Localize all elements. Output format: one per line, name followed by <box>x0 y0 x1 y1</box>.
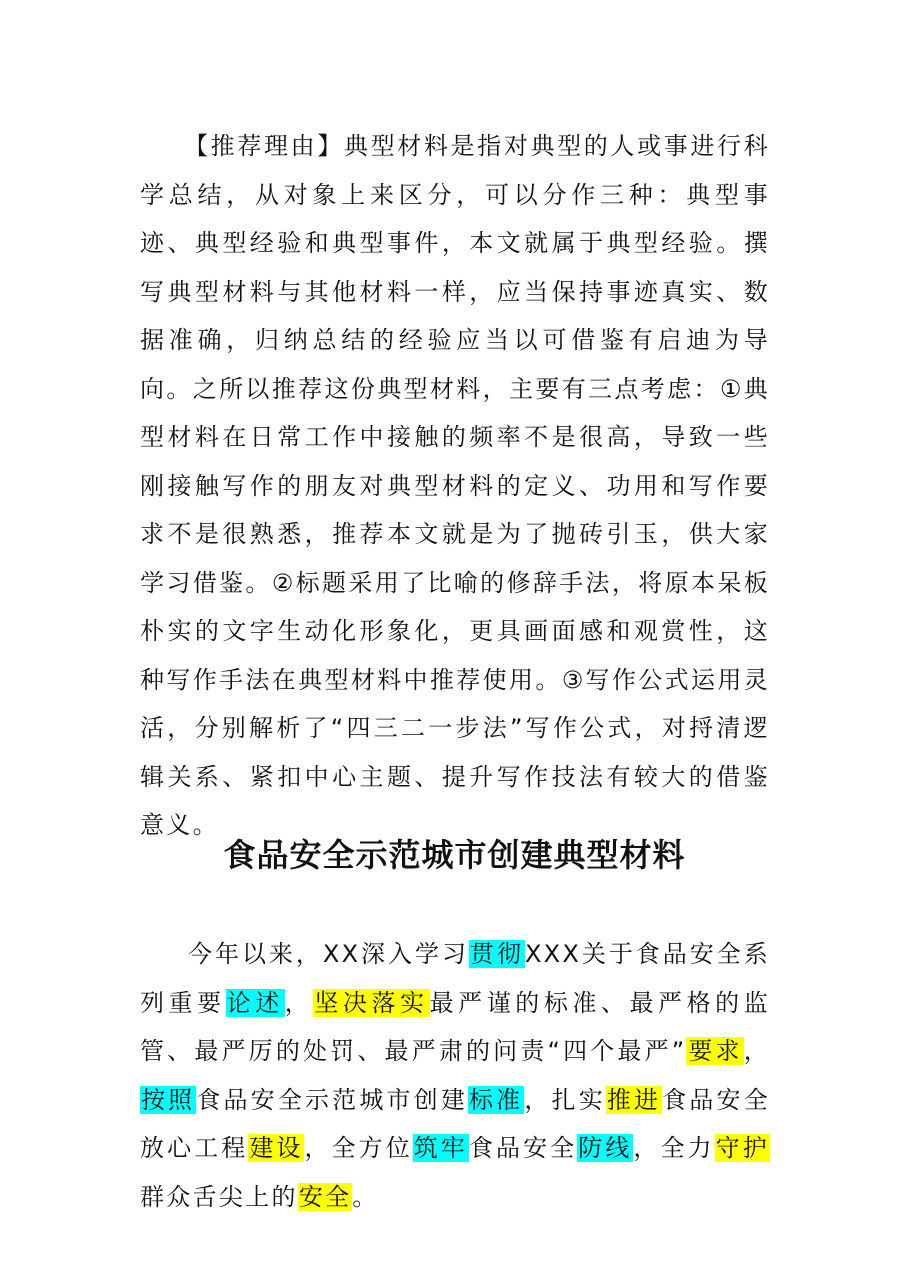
body-text-segment: 食品安全 <box>468 1134 578 1162</box>
highlighted-text: 筑牢 <box>413 1134 468 1162</box>
body-text-segment: 群众舌尖上的 <box>140 1182 298 1211</box>
body-text-segment: ， <box>743 1037 770 1065</box>
highlighted-text: 要求 <box>687 1037 743 1065</box>
document-title: 食品安全示范城市创建典型材料 <box>223 836 686 874</box>
highlighted-text: 守护 <box>715 1134 770 1162</box>
highlighted-text: 标准 <box>469 1085 524 1114</box>
recommendation-paragraph: 【推荐理由】典型材料是指对典型的人或事进行科学总结，从对象上来区分，可以分作三种：典型事迹、典型经验和典型事件，本文就属于典型经验。撰写典型材料与其他材料一样，应当保持事迹真实、数据准确，归纳总结的经验应当以可借鉴有启迪为导向。之所以推荐这份典型材料，主要有三点考虑：①典型材料在日常工作中接触的频率不是很高，导致一些刚接触写作的朋友对典型材料的定义、功用和写作要求不是很熟悉，推荐本文就是为了抛砖引玉，供大家学习借鉴。②标题采用了比喻的修辞手法，将原本呆板朴实的文字生动化形象化，更具画面感和观赏性，这种写作手法在典型材料中推荐使用。③写作公式运用灵活，分别解析了“四三二一步法”写作公式，对捋清逻辑关系、紧扣中心主题、提升写作技法有较大的借鉴意义。 <box>140 132 770 839</box>
body-text-segment: ， <box>284 988 314 1017</box>
highlighted-text: 按照 <box>141 1085 196 1114</box>
body-text-segment: 。 <box>352 1182 379 1211</box>
body-text-segment: 最严谨的标准、最严格的监管、最严厉的处罚、最严肃的问责“四个最严” <box>140 988 771 1065</box>
body-text-segment: ，全方位 <box>304 1134 413 1162</box>
highlighted-text: 防线 <box>578 1134 633 1162</box>
highlighted-text: 贯彻 <box>469 940 524 968</box>
body-text-segment: XXX关于食品安全系列重要 <box>140 940 771 1017</box>
body-paragraph <box>140 930 770 1221</box>
body-text-segment: 今年以来，XX深入学习 <box>188 940 469 968</box>
body-text-segment: 食品安全示范城市创建 <box>196 1085 469 1114</box>
body-text-segment: ，全力 <box>633 1134 715 1162</box>
highlighted-text: 安全 <box>298 1182 352 1211</box>
highlighted-text: 推进 <box>606 1085 662 1114</box>
highlighted-text: 建设 <box>249 1134 304 1162</box>
body-text-segment: ，扎实 <box>524 1085 606 1114</box>
body-text-segment: 食品安全放心工程 <box>140 1085 771 1162</box>
highlighted-text: 论述 <box>226 988 284 1017</box>
highlighted-text: 坚决落实 <box>314 988 429 1017</box>
